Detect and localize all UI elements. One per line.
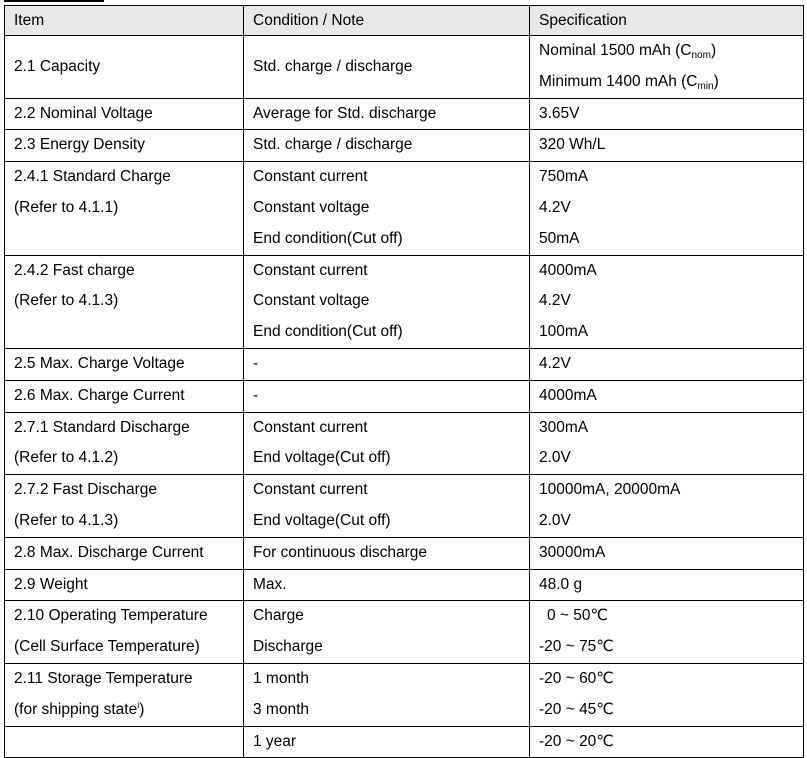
condition-text: - — [253, 354, 259, 372]
spec-text: 3.65V — [539, 104, 580, 122]
spec-text: 4000mA — [539, 261, 597, 279]
spec-text: 2.0V — [539, 511, 571, 529]
item-text: 2.6 Max. Charge Current — [14, 386, 185, 404]
condition-cell — [244, 130, 530, 162]
item-cell — [5, 255, 244, 348]
spec-cell — [530, 726, 804, 758]
condition-text: 3 month — [253, 700, 310, 718]
spec-cell — [530, 130, 804, 162]
table-row — [5, 726, 804, 758]
item-cell — [5, 569, 244, 601]
spec-text: -20 ~ 75℃ — [539, 638, 614, 656]
item-cell — [5, 348, 244, 380]
condition-text: Constant current — [253, 481, 368, 499]
spec-cell — [530, 98, 804, 130]
header-condition: Condition / Note — [244, 6, 530, 36]
spec-cell — [530, 36, 804, 99]
table-row — [5, 537, 804, 569]
condition-text: Constant current — [253, 418, 368, 436]
spec-text: -20 ~ 45℃ — [539, 700, 614, 718]
top-rule — [4, 0, 104, 2]
item-text: (for shipping state — [14, 700, 138, 718]
item-text: ) — [139, 700, 145, 718]
item-text: 2.8 Max. Discharge Current — [14, 543, 204, 561]
condition-text: Constant voltage — [253, 198, 370, 216]
spec-cell — [530, 412, 804, 475]
spec-text: Nominal 1500 mAh (C — [539, 42, 692, 59]
table-header-row — [5, 6, 804, 36]
spec-cell — [530, 380, 804, 412]
item-text: 2.10 Operating Temperature — [14, 607, 208, 625]
spec-text: 50mA — [539, 229, 580, 247]
table-row — [5, 255, 804, 348]
condition-text: Average for Std. discharge — [253, 104, 437, 122]
condition-text: For continuous discharge — [253, 543, 428, 561]
condition-cell — [244, 98, 530, 130]
condition-text: End condition(Cut off) — [253, 323, 403, 341]
item-reference: (Refer to 4.1.2) — [14, 449, 119, 467]
spec-text: 750mA — [539, 168, 589, 186]
condition-text: End condition(Cut off) — [253, 229, 403, 247]
item-cell: 2.1 Capacity — [5, 36, 244, 99]
item-reference — [14, 695, 234, 726]
condition-text: 1 month — [253, 669, 310, 687]
spec-text: 320 Wh/L — [539, 136, 606, 154]
spec-text: 48.0 g — [539, 575, 583, 593]
spec-subscript: nom — [691, 50, 711, 61]
item-text: 2.4.1 Standard Charge — [14, 168, 171, 186]
table-row — [5, 348, 804, 380]
condition-cell — [244, 380, 530, 412]
spec-cell — [530, 663, 804, 726]
condition-text: Discharge — [253, 638, 323, 656]
item-text: 2.7.2 Fast Discharge — [14, 481, 158, 499]
spec-text: 2.0V — [539, 449, 571, 467]
condition-cell — [244, 475, 530, 538]
item-cell — [5, 601, 244, 664]
item-cell — [5, 412, 244, 475]
item-text: 2.3 Energy Density — [14, 136, 145, 154]
spec-cell — [530, 348, 804, 380]
condition-cell — [244, 726, 530, 758]
table-row — [5, 569, 804, 601]
item-text: 2.5 Max. Charge Voltage — [14, 354, 185, 372]
item-text: 2.9 Weight — [14, 575, 88, 593]
condition-text: - — [253, 386, 259, 404]
spec-text: -20 ~ 20℃ — [539, 732, 614, 750]
spec-text: 100mA — [539, 323, 589, 341]
header-item: Item — [5, 6, 244, 36]
condition-text: 1 year — [253, 732, 297, 750]
spec-line-nominal — [539, 36, 794, 67]
item-reference: (Refer to 4.1.3) — [14, 511, 119, 529]
item-cell — [5, 162, 244, 255]
condition-text: Charge — [253, 607, 304, 625]
item-cell — [5, 537, 244, 569]
spec-cell — [530, 475, 804, 538]
spec-cell — [530, 537, 804, 569]
spec-line — [539, 601, 794, 632]
table-row — [5, 36, 804, 99]
item-cell — [5, 130, 244, 162]
spec-cell — [530, 601, 804, 664]
spec-text: Minimum 1400 mAh (C — [539, 72, 698, 90]
item-reference: (Refer to 4.1.1) — [14, 198, 119, 216]
spec-text: 300mA — [539, 418, 589, 436]
item-cell — [5, 475, 244, 538]
item-reference: (Cell Surface Temperature) — [14, 638, 200, 656]
spec-line-minimum — [539, 67, 794, 98]
spec-text: 4.2V — [539, 354, 571, 372]
header-specification: Specification — [530, 6, 804, 36]
item-reference: (Refer to 4.1.3) — [14, 292, 119, 310]
spec-cell — [530, 162, 804, 255]
spec-text: ) — [710, 42, 717, 59]
condition-text: Constant current — [253, 261, 368, 279]
condition-text: Constant voltage — [253, 292, 370, 310]
condition-text: Std. charge / discharge — [253, 136, 413, 154]
spec-text: 4.2V — [539, 292, 571, 310]
table-row — [5, 475, 804, 538]
spec-text: 30000mA — [539, 543, 606, 561]
table-row — [5, 130, 804, 162]
table-row — [5, 98, 804, 130]
item-cell — [5, 98, 244, 130]
spec-text: ) — [713, 72, 719, 90]
spec-cell — [530, 255, 804, 348]
condition-text: Max. — [253, 575, 287, 593]
specification-table — [4, 5, 804, 758]
condition-text: End voltage(Cut off) — [253, 511, 391, 529]
condition-cell — [244, 255, 530, 348]
item-text: 2.4.2 Fast charge — [14, 261, 135, 279]
table-row — [5, 412, 804, 475]
spec-text: -20 ~ 60℃ — [539, 669, 614, 687]
condition-cell — [244, 412, 530, 475]
condition-text: End voltage(Cut off) — [253, 449, 391, 467]
item-text: 2.11 Storage Temperature — [14, 669, 193, 687]
condition-cell — [244, 569, 530, 601]
table-row — [5, 162, 804, 255]
spec-text: 0 ~ 50℃ — [547, 607, 608, 625]
condition-cell — [244, 663, 530, 726]
spec-text: 4000mA — [539, 386, 597, 404]
footnote-marker: i — [137, 699, 140, 710]
condition-cell — [244, 162, 530, 255]
table-row — [5, 663, 804, 726]
spec-text: 10000mA, 20000mA — [539, 481, 681, 499]
table-row — [5, 601, 804, 664]
item-text: 2.2 Nominal Voltage — [14, 104, 153, 122]
item-cell — [5, 380, 244, 412]
item-cell — [5, 663, 244, 726]
condition-cell — [244, 601, 530, 664]
condition-cell — [244, 537, 530, 569]
table-row — [5, 380, 804, 412]
spec-subscript: min — [697, 80, 714, 92]
item-text: 2.7.1 Standard Discharge — [14, 418, 190, 436]
condition-cell — [244, 348, 530, 380]
condition-text: Constant current — [253, 168, 368, 186]
condition-cell: Std. charge / discharge — [244, 36, 530, 99]
item-cell-empty — [5, 726, 244, 758]
spec-text: 4.2V — [539, 198, 571, 216]
spec-cell — [530, 569, 804, 601]
